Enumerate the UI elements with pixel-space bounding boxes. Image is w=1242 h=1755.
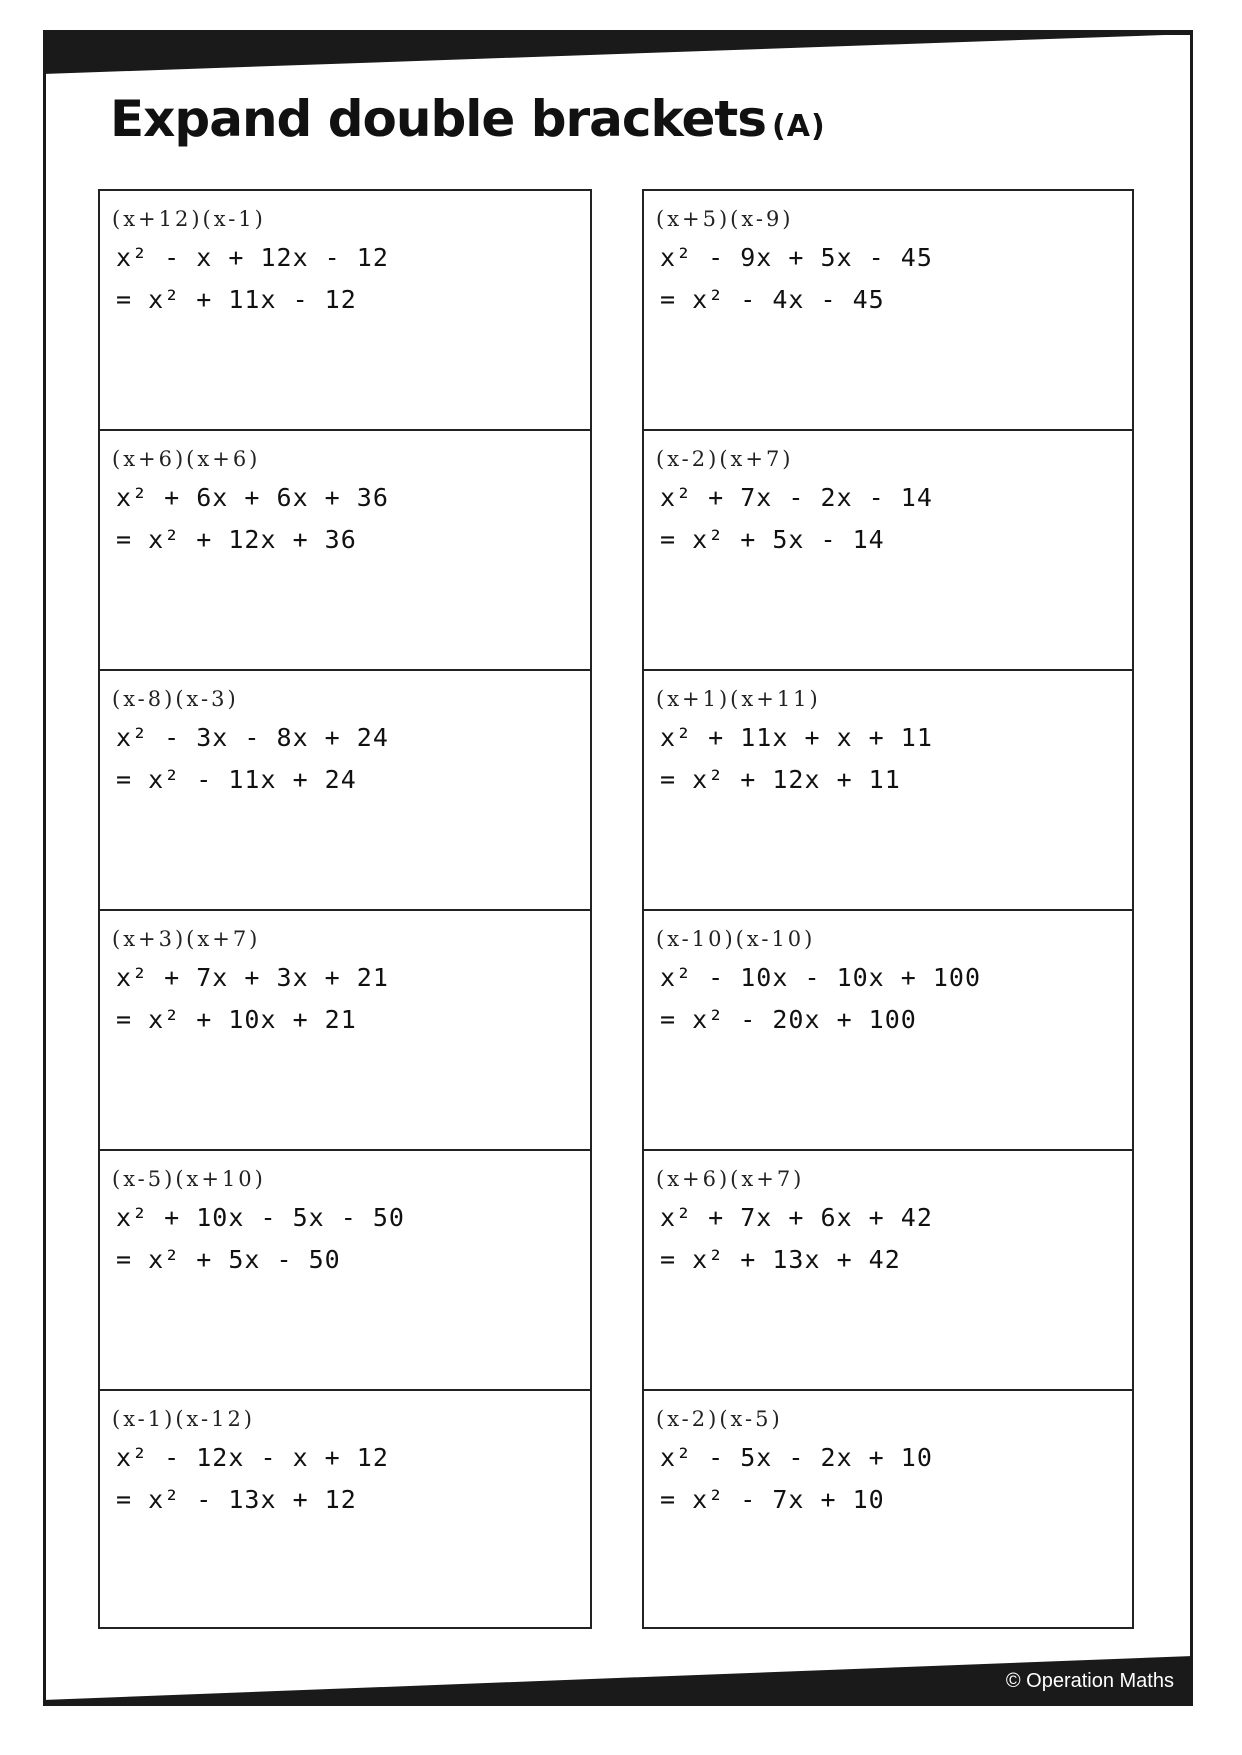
copyright-notice: © Operation Maths	[1005, 1670, 1174, 1692]
problem-expression: (x+6)(x+6)	[112, 447, 261, 471]
problem-cell	[100, 431, 590, 671]
answer-line: = x² + 12x + 36	[116, 525, 357, 554]
title-text: Expand double brackets	[110, 90, 767, 148]
working-line: x² + 11x + x + 11	[660, 723, 933, 752]
problem-cell	[644, 431, 1132, 671]
problem-cell	[100, 1151, 590, 1391]
problem-expression: (x-2)(x-5)	[656, 1407, 783, 1431]
working-line: x² - 12x - x + 12	[116, 1443, 389, 1472]
problem-cell	[644, 191, 1132, 431]
answer-line: = x² + 10x + 21	[116, 1005, 357, 1034]
problem-expression: (x-8)(x-3)	[112, 687, 239, 711]
problem-expression: (x-5)(x+10)	[112, 1167, 266, 1191]
answer-line: = x² + 13x + 42	[660, 1245, 901, 1274]
worksheet-title	[110, 90, 826, 148]
answer-line: = x² - 20x + 100	[660, 1005, 917, 1034]
left-problem-column	[98, 189, 592, 1629]
working-line: x² + 10x - 5x - 50	[116, 1203, 405, 1232]
problem-cell	[100, 191, 590, 431]
problem-cell	[644, 1391, 1132, 1631]
answer-line: = x² + 12x + 11	[660, 765, 901, 794]
title-variant: (A)	[772, 109, 826, 144]
problem-cell	[100, 1391, 590, 1631]
working-line: x² - 5x - 2x + 10	[660, 1443, 933, 1472]
answer-line: = x² + 5x - 14	[660, 525, 885, 554]
problem-expression: (x+3)(x+7)	[112, 927, 261, 951]
problem-expression: (x+1)(x+11)	[656, 687, 821, 711]
problem-cell	[644, 1151, 1132, 1391]
answer-line: = x² - 4x - 45	[660, 285, 885, 314]
working-line: x² - 10x - 10x + 100	[660, 963, 982, 992]
problem-expression: (x-2)(x+7)	[656, 447, 794, 471]
problem-expression: (x-10)(x-10)	[656, 927, 816, 951]
answer-line: = x² - 13x + 12	[116, 1485, 357, 1514]
working-line: x² + 6x + 6x + 36	[116, 483, 389, 512]
problem-expression: (x+5)(x-9)	[656, 207, 794, 231]
right-problem-column	[642, 189, 1134, 1629]
problem-cell	[100, 911, 590, 1151]
problem-expression: (x-1)(x-12)	[112, 1407, 255, 1431]
problem-cell	[100, 671, 590, 911]
answer-line: = x² - 11x + 24	[116, 765, 357, 794]
working-line: x² + 7x + 6x + 42	[660, 1203, 933, 1232]
problem-cell	[644, 671, 1132, 911]
problem-cell	[644, 911, 1132, 1151]
working-line: x² - 3x - 8x + 24	[116, 723, 389, 752]
top-decorative-band	[43, 30, 1193, 80]
working-line: x² + 7x + 3x + 21	[116, 963, 389, 992]
answer-line: = x² - 7x + 10	[660, 1485, 885, 1514]
working-line: x² + 7x - 2x - 14	[660, 483, 933, 512]
problem-expression: (x+12)(x-1)	[112, 207, 266, 231]
answer-line: = x² + 11x - 12	[116, 285, 357, 314]
working-line: x² - 9x + 5x - 45	[660, 243, 933, 272]
answer-line: = x² + 5x - 50	[116, 1245, 341, 1274]
working-line: x² - x + 12x - 12	[116, 243, 389, 272]
problem-expression: (x+6)(x+7)	[656, 1167, 805, 1191]
